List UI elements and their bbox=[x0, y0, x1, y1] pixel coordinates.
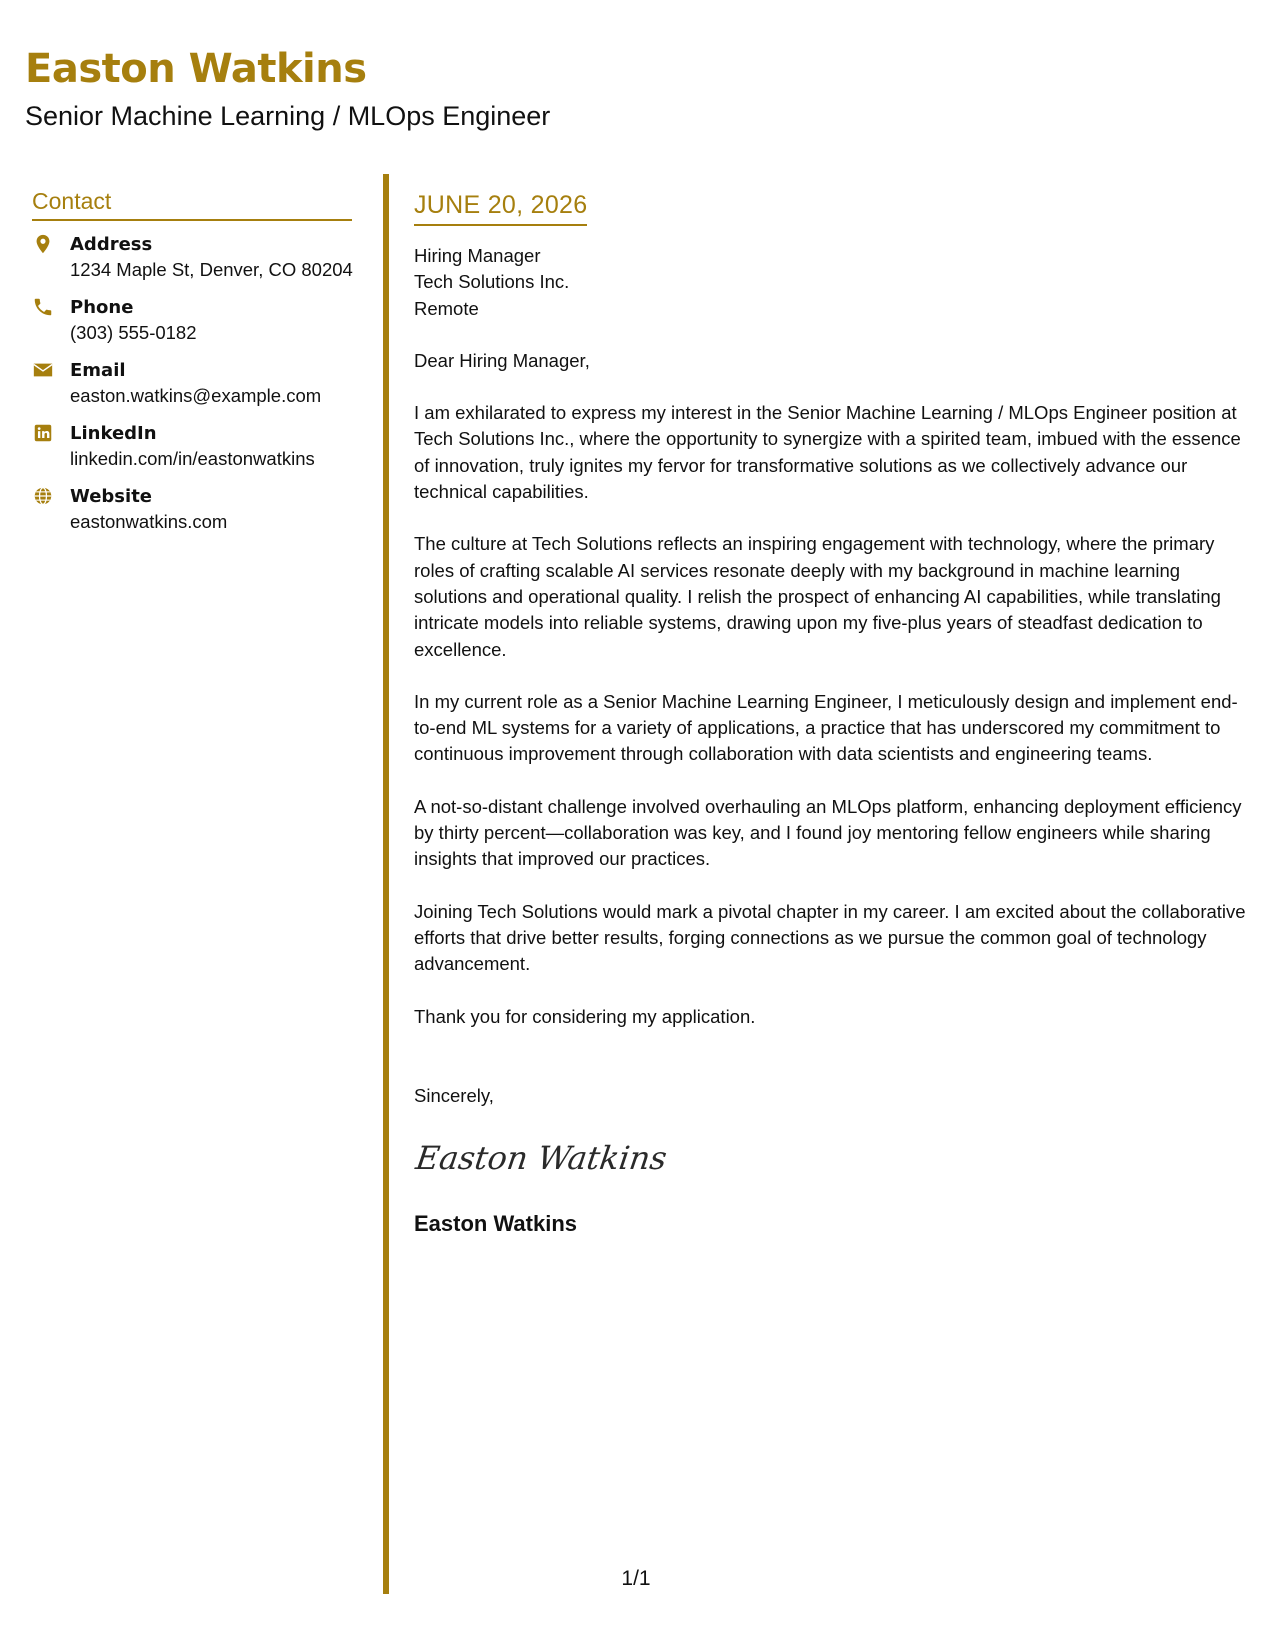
recipient-line: Remote bbox=[414, 297, 479, 319]
envelope-icon bbox=[32, 359, 54, 381]
recipient-line: Hiring Manager bbox=[414, 245, 541, 266]
contact-sidebar bbox=[32, 188, 352, 548]
recipient-line: Tech Solutions Inc. bbox=[414, 271, 570, 293]
signer-name: Easton Watkins bbox=[414, 1211, 577, 1237]
linkedin-value[interactable]: linkedin.com/in/eastonwatkins bbox=[70, 447, 315, 469]
phone-icon bbox=[32, 296, 54, 318]
closing: Sincerely, bbox=[414, 1084, 494, 1106]
salutation: Dear Hiring Manager, bbox=[414, 349, 590, 371]
contact-item-email bbox=[32, 359, 352, 422]
contact-item-phone bbox=[32, 296, 352, 359]
contact-label: Phone bbox=[70, 296, 134, 318]
email-value[interactable]: easton.watkins@example.com bbox=[70, 384, 322, 406]
job-title: Senior Machine Learning / MLOps Engineer bbox=[25, 101, 551, 131]
vertical-divider bbox=[383, 174, 389, 1594]
map-pin-icon bbox=[32, 233, 54, 255]
letter-paragraph: A not-so-distant challenge involved overhauling an MLOps platform, enhancing deployment efficiency by thirty percent—collaboration was key, and I found joy mentoring fellow engineers while sharing insights that improved our practices. bbox=[414, 795, 1242, 870]
letter-date: JUNE 20, 2026 bbox=[414, 190, 587, 226]
contact-heading: Contact bbox=[32, 188, 352, 221]
handwritten-signature bbox=[414, 1131, 674, 1186]
contact-item-linkedin bbox=[32, 422, 352, 485]
signature-text: Easton Watkins bbox=[414, 1139, 670, 1178]
contact-label: Address bbox=[70, 233, 153, 255]
contact-label: Website bbox=[70, 485, 153, 507]
page-number: 1/1 bbox=[621, 1567, 651, 1590]
globe-icon bbox=[32, 485, 54, 507]
letter-paragraph: The culture at Tech Solutions reflects an inspiring engagement with technology, where the primary roles of crafting scalable AI services resonate deeply with my background in machine learning solutions and operational quality. I relish the prospect of enhancing AI capabilities, while translating intricate models into reliable systems, drawing upon my five-plus years of steadfast dedication to excellence. bbox=[414, 533, 1221, 660]
letter-paragraph: Thank you for considering my application. bbox=[414, 1005, 756, 1027]
letter-paragraph: Joining Tech Solutions would mark a pivotal chapter in my career. I am excited about the collaborative efforts that drive better results, forging connections as we pursue the common goal of technology advancement. bbox=[414, 900, 1246, 975]
contact-item-address bbox=[32, 233, 352, 296]
applicant-name: Easton Watkins bbox=[25, 46, 367, 92]
letter-paragraph: In my current role as a Senior Machine Learning Engineer, I meticulously design and implement end-to-end ML systems for a variety of applications, a practice that has underscored my commitment to continuous improvement through collaboration with data scientists and engineering teams. bbox=[414, 690, 1238, 765]
phone-value[interactable]: (303) 555-0182 bbox=[70, 321, 197, 343]
contact-item-website bbox=[32, 485, 352, 548]
address-value: 1234 Maple St, Denver, CO 80204 bbox=[70, 258, 353, 280]
contact-label: LinkedIn bbox=[70, 422, 157, 444]
letter-paragraph: I am exhilarated to express my interest in the Senior Machine Learning / MLOps Engineer position at Tech Solutions Inc., where the opportunity to synergize with a spirited team, imbued with the essence of innovation, truly ignites my fervor for transformative solutions as we collectively advance our technical capabilities. bbox=[414, 402, 1241, 503]
contact-label: Email bbox=[70, 359, 126, 381]
linkedin-icon bbox=[32, 422, 54, 444]
letter-body bbox=[414, 190, 1249, 1239]
recipient-block bbox=[414, 243, 1249, 322]
website-value[interactable]: eastonwatkins.com bbox=[70, 510, 228, 532]
